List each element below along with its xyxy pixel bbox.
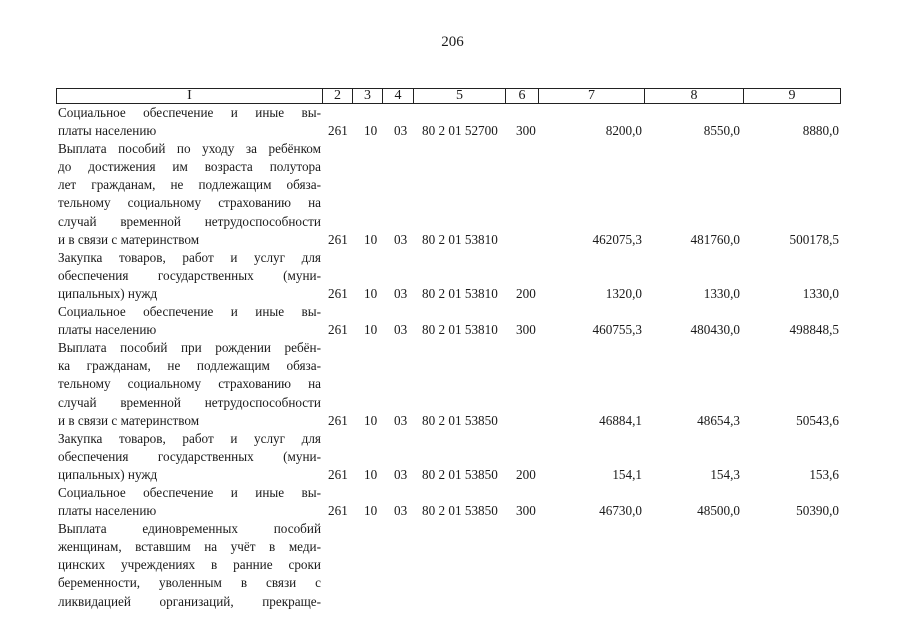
- cell-col-8: 48654,3: [697, 412, 740, 428]
- page-number: 206: [441, 34, 464, 50]
- table-header: [56, 88, 841, 104]
- column-header-6: 6: [506, 89, 539, 104]
- row-values: [0, 231, 905, 249]
- description-line: Социальное обеспечение и иные вы-: [58, 484, 321, 500]
- description-line: ципальных) нужд: [58, 466, 158, 482]
- cell-col-7: 462075,3: [592, 231, 642, 247]
- column-header-3: 3: [353, 89, 383, 104]
- column-header-7: 7: [539, 89, 645, 104]
- table-row: [0, 140, 905, 249]
- cell-col-5: 80 2 01 53850: [422, 466, 498, 482]
- cell-col-3: 10: [364, 123, 378, 139]
- cell-col-9: 498848,5: [789, 322, 839, 338]
- description-line: тельному социальному страхованию на: [58, 195, 321, 211]
- description-line: Выплата пособий по уходу за ребёнком: [58, 141, 321, 157]
- cell-col-4: 03: [394, 466, 408, 482]
- cell-col-8: 480430,0: [690, 322, 740, 338]
- table-row: [0, 339, 905, 429]
- cell-col-4: 03: [394, 322, 408, 338]
- cell-col-2: 261: [328, 286, 348, 302]
- description-line: Социальное обеспечение и иные вы-: [58, 105, 321, 120]
- column-header-4: 4: [383, 89, 414, 104]
- cell-col-5: 80 2 01 53850: [422, 412, 498, 428]
- cell-col-7: 460755,3: [592, 322, 642, 338]
- cell-col-8: 154,3: [710, 466, 740, 482]
- cell-col-3: 10: [364, 466, 378, 482]
- table-row: [0, 430, 905, 484]
- table-row: [0, 104, 905, 140]
- description-line: и в связи с материнством: [58, 231, 200, 247]
- row-values: [0, 412, 905, 430]
- description-line: беременности, уволенным в связи с: [58, 575, 321, 591]
- cell-col-5: 80 2 01 53810: [422, 286, 498, 302]
- table-row: [0, 484, 905, 520]
- cell-col-6: 200: [516, 466, 536, 482]
- description-line: Закупка товаров, работ и услуг для: [58, 430, 321, 446]
- row-values: [0, 502, 905, 520]
- table-row: [0, 249, 905, 303]
- table-row: [0, 520, 905, 610]
- cell-col-9: 50390,0: [796, 503, 839, 519]
- cell-col-9: 500178,5: [789, 231, 839, 247]
- cell-col-3: 10: [364, 322, 378, 338]
- table-row: [0, 303, 905, 339]
- cell-col-2: 261: [328, 123, 348, 139]
- column-header-2: 2: [323, 89, 353, 104]
- row-values: [0, 466, 905, 484]
- cell-col-5: 80 2 01 53810: [422, 322, 498, 338]
- description-line: цинских учреждениях в ранние сроки: [58, 557, 321, 573]
- cell-col-7: 154,1: [612, 466, 642, 482]
- description-line: платы населению: [58, 503, 157, 519]
- cell-col-8: 1330,0: [703, 286, 740, 302]
- cell-col-3: 10: [364, 412, 378, 428]
- description-line: обеспечения государственных (муни-: [58, 448, 321, 464]
- cell-col-7: 46730,0: [599, 503, 642, 519]
- description-line: лет гражданам, не подлежащим обяза-: [58, 177, 321, 193]
- cell-col-3: 10: [364, 286, 378, 302]
- cell-col-2: 261: [328, 322, 348, 338]
- description-line: случай временной нетрудоспособности: [58, 213, 321, 229]
- cell-col-4: 03: [394, 231, 408, 247]
- row-description: [58, 520, 321, 610]
- cell-col-4: 03: [394, 503, 408, 519]
- description-line: платы населению: [58, 322, 157, 338]
- description-line: обеспечения государственных (муни-: [58, 267, 321, 283]
- column-header-9: 9: [744, 89, 841, 104]
- row-values: [0, 321, 905, 339]
- cell-col-6: 200: [516, 286, 536, 302]
- description-line: Выплата пособий при рождении ребён-: [58, 340, 321, 356]
- cell-col-9: 153,6: [809, 466, 839, 482]
- cell-col-8: 481760,0: [690, 231, 740, 247]
- description-line: ка гражданам, не подлежащим обяза-: [58, 358, 321, 374]
- cell-col-5: 80 2 01 53810: [422, 231, 498, 247]
- cell-col-9: 50543,6: [796, 412, 839, 428]
- description-line: Выплата единовременных пособий: [58, 521, 321, 537]
- column-header-1: I: [57, 89, 323, 104]
- description-line: женщинам, вставшим на учёт в меди-: [58, 539, 321, 555]
- row-values: [0, 122, 905, 140]
- cell-col-8: 8550,0: [703, 123, 740, 139]
- cell-col-2: 261: [328, 412, 348, 428]
- column-header-5: 5: [414, 89, 506, 104]
- table-body: [0, 104, 905, 611]
- cell-col-2: 261: [328, 231, 348, 247]
- description-line: случай временной нетрудоспособности: [58, 394, 321, 410]
- cell-col-7: 1320,0: [605, 286, 642, 302]
- cell-col-8: 48500,0: [697, 503, 740, 519]
- cell-col-5: 80 2 01 52700: [422, 123, 498, 139]
- cell-col-2: 261: [328, 466, 348, 482]
- description-line: и в связи с материнством: [58, 412, 200, 428]
- description-line: ликвидацией организаций, прекраще-: [58, 593, 321, 609]
- cell-col-6: 300: [516, 123, 536, 139]
- description-line: Закупка товаров, работ и услуг для: [58, 249, 321, 265]
- cell-col-2: 261: [328, 503, 348, 519]
- cell-col-9: 8880,0: [802, 123, 839, 139]
- row-values: [0, 285, 905, 303]
- description-line: ципальных) нужд: [58, 285, 158, 301]
- description-line: платы населению: [58, 123, 157, 139]
- cell-col-7: 8200,0: [605, 123, 642, 139]
- cell-col-4: 03: [394, 286, 408, 302]
- cell-col-7: 46884,1: [599, 412, 642, 428]
- cell-col-4: 03: [394, 412, 408, 428]
- description-line: до достижения им возраста полутора: [58, 159, 321, 175]
- description-line: Социальное обеспечение и иные вы-: [58, 304, 321, 320]
- cell-col-5: 80 2 01 53850: [422, 503, 498, 519]
- cell-col-9: 1330,0: [802, 286, 839, 302]
- cell-col-6: 300: [516, 322, 536, 338]
- cell-col-3: 10: [364, 503, 378, 519]
- cell-col-6: 300: [516, 503, 536, 519]
- cell-col-4: 03: [394, 123, 408, 139]
- column-header-8: 8: [645, 89, 744, 104]
- description-line: тельному социальному страхованию на: [58, 376, 321, 392]
- cell-col-3: 10: [364, 231, 378, 247]
